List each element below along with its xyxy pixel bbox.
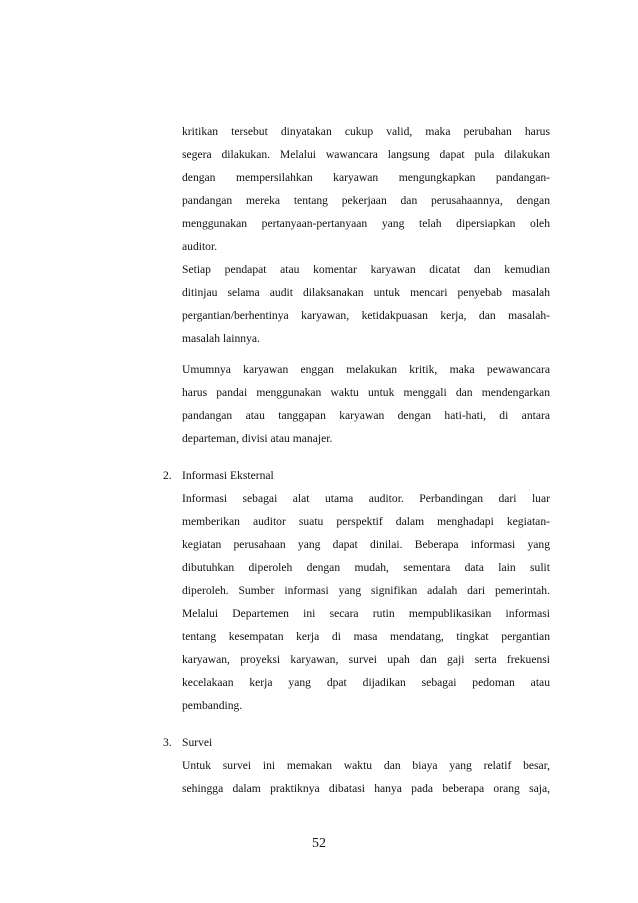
text-line: harus pandai menggunakan waktu untuk menggali dan mendengarkan — [182, 386, 550, 399]
page-number: 52 — [312, 836, 326, 851]
text-line: pandangan mereka tentang pekerjaan dan perusahaannya, dengan — [182, 194, 550, 207]
text-line: masalah lainnya. — [182, 332, 260, 345]
list-number: 2. — [163, 469, 172, 482]
text-line: Setiap pendapat atau komentar karyawan dicatat dan kemudian — [182, 263, 550, 276]
list-number: 3. — [163, 736, 172, 749]
text-line: menggunakan pertanyaan-pertanyaan yang telah dipersiapkan oleh — [182, 217, 550, 230]
text-line: sehingga dalam praktiknya dibatasi hanya pada beberapa orang saja, — [182, 782, 550, 795]
text-line: ditinjau selama audit dilaksanakan untuk mencari penyebab masalah — [182, 286, 550, 299]
text-line: pergantian/berhentinya karyawan, ketidakpuasan kerja, dan masalah- — [182, 309, 550, 322]
text-line: auditor. — [182, 240, 218, 253]
text-line: diperoleh. Sumber informasi yang signifikan adalah dari pemerintah. — [182, 584, 550, 597]
text-line: Umumnya karyawan enggan melakukan kritik, maka pewawancara — [182, 363, 550, 376]
text-line: kegiatan perusahaan yang dapat dinilai. Beberapa informasi yang — [182, 538, 550, 551]
text-line: tentang kesempatan kerja di masa mendatang, tingkat pergantian — [182, 630, 550, 643]
text-line: Melalui Departemen ini secara rutin mempublikasikan informasi — [182, 607, 550, 620]
section-heading: Informasi Eksternal — [182, 469, 274, 482]
text-line: segera dilakukan. Melalui wawancara langsung dapat pula dilakukan — [182, 148, 550, 161]
text-line: memberikan auditor suatu perspektif dalam menghadapi kegiatan- — [182, 515, 550, 528]
text-line: pandangan atau tanggapan karyawan dengan hati-hati, di antara — [182, 409, 550, 422]
section-heading: Survei — [182, 736, 213, 749]
paragraph-kritikan — [182, 120, 550, 350]
paragraph-umumnya — [182, 358, 550, 450]
paragraph-survei — [182, 754, 550, 800]
text-line: Informasi sebagai alat utama auditor. Perbandingan dari luar — [182, 492, 550, 505]
text-line: kritikan tersebut dinyatakan cukup valid, maka perubahan harus — [182, 125, 550, 138]
list-item-heading — [163, 731, 563, 754]
text-line: pembanding. — [182, 699, 243, 712]
paragraph-informasi-eksternal — [182, 487, 550, 717]
list-item-heading — [163, 464, 563, 487]
text-line: karyawan, proyeksi karyawan, survei upah dan gaji serta frekuensi — [182, 653, 550, 666]
text-line: dengan mempersilahkan karyawan mengungkapkan pandangan- — [182, 171, 550, 184]
text-line: dibutuhkan diperoleh dengan mudah, sementara data lain sulit — [182, 561, 550, 574]
text-line: departeman, divisi atau manajer. — [182, 432, 333, 445]
text-line: Untuk survei ini memakan waktu dan biaya yang relatif besar, — [182, 759, 550, 772]
text-line: kecelakaan kerja yang dpat dijadikan sebagai pedoman atau — [182, 676, 550, 689]
